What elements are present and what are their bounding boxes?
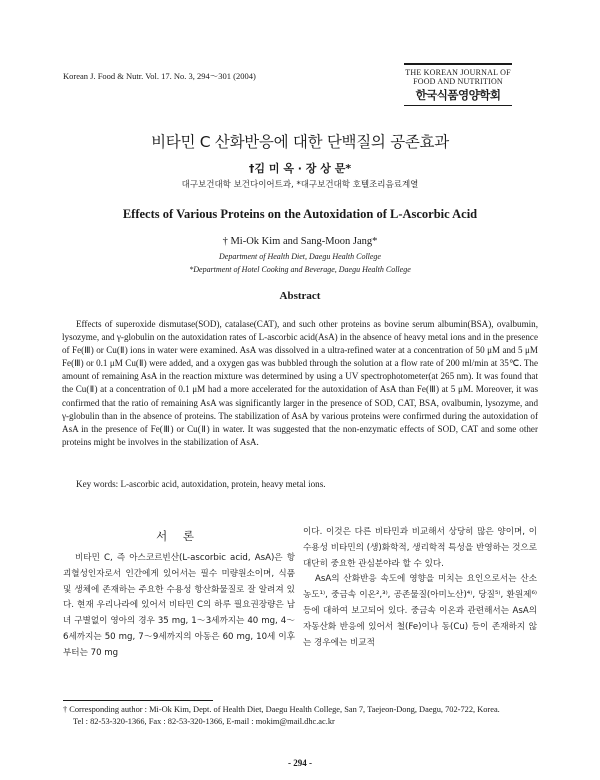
journal-name-line2: FOOD AND NUTRITION	[413, 77, 503, 86]
footnote	[63, 704, 539, 728]
right-paragraph-1: 이다. 이것은 다른 비타민과 비교해서 상당히 많은 양이며, 이 수용성 비타민의 (생)화학적, 생리학적 특성을 반영하는 것으로 대단히 중요한 관심분야라 할 수 있다.	[303, 527, 537, 569]
english-affiliation-1: Department of Health Diet, Daegu Health College	[219, 252, 381, 261]
abstract-text: Effects of superoxide dismutase(SOD), catalase(CAT), and such other proteins as bovine serum albumin(BSA), ovalbumin, lysozyme, and γ-globulin on the autoxidation rates of L-ascorbic acid(AsA) in the absence of heavy metal ions and in the presence of Fe(Ⅲ) or Cu(Ⅱ) ions in water were examined. AsA was dissolved in a ultra-refined water at a concentration of 50 μM and 5 μM Fe(Ⅲ) or 0.1 μM Cu(Ⅱ) were added, and a oxygen gas was bubbled through the solution at a flow rate of 200 ml/min at 35℃. The amount of remaining AsA in the reaction mixture was determined by using a UV spectrophotometer(at 265 nm). It was found that the Cu(Ⅱ) at a concentration of 0.1 μM had a more accelerated for the autoxidation of AsA than Fe(Ⅲ) at 5 μM. Moreover, it was confirmed that the ratio of remaining AsA was significantly larger in the presence of SOD, CAT, BSA, ovalbumin, lysozyme, and γ-globulin than in the absence of proteins. The stabilization of AsA by various proteins were confirmed during the autoxidation of AsA in the presence of Fe(Ⅲ) or Cu(Ⅱ) in water. It was suggested that the non-enzymatic effects of SOD, CAT and some other proteins might be involves in the stabilization of AsA.	[62, 319, 538, 447]
citation: Korean J. Food & Nutr. Vol. 17. No. 3, 294～301 (2004)	[63, 71, 256, 81]
footnote-corresponding-author: † Corresponding author : Mi-Ok Kim, Dept. of Health Diet, Daegu Health College, San 7, Taejeon-Dong, Daegu, 702-722, Korea.	[63, 705, 500, 714]
english-authors: † Mi-Ok Kim and Sang-Moon Jang*	[222, 236, 378, 247]
right-paragraph-2: AsA의 산화반응 속도에 영향을 미치는 요인으로서는 산소농도¹⁾, 중금속 이온²,³⁾, 공존물질(아미노산)⁴⁾, 당질⁵⁾, 환원제⁶⁾ 등에 대하여 보고되어 있다. 중금속 이온과 관련해서는 AsA의 자동산화 반응에 있어서 철(Fe)이나 동(Cu) 등이 존재하지 않는 경우에는 비교적	[303, 574, 537, 648]
section-heading-introduction: 서 론	[156, 529, 200, 543]
left-paragraph-1: 비타민 C, 즉 아스코르빈산(L-ascorbic acid, AsA)은 항괴혈성인자로서 인간에게 있어서는 필수 미량원소이며, 식품 및 생체에 존재하는 주요한 수용성 항산화물질로 잘 알려져 있다. 현재 우리나라에 있어서 비타민 C의 하루 필요권장량은 남녀 구별없이 영아의 경우 35 mg, 1～3세까지는 40 mg, 4～6세까지는 50 mg, 7～9세까지의 아동은 60 mg, 10세 이후부터는 70 mg	[63, 553, 295, 658]
korean-affiliation: 대구보건대학 보건다이어트과, *대구보건대학 호텔조리음료계열	[181, 180, 419, 190]
korean-authors: †김 미 옥 · 장 상 문*	[248, 162, 352, 175]
keywords: Key words: L-ascorbic acid, autoxidation, protein, heavy metal ions.	[76, 479, 326, 489]
page-number: - 294 -	[288, 758, 312, 768]
journal-name-line1: THE KOREAN JOURNAL OF	[405, 68, 511, 77]
korean-title: 비타민 C 산화반응에 대한 단백질의 공존효과	[151, 133, 449, 151]
journal-name-korean: 한국식품영양학회	[415, 88, 501, 102]
left-column	[63, 551, 295, 662]
abstract-heading: Abstract	[279, 290, 321, 302]
footnote-divider	[63, 700, 213, 701]
journal-logo	[404, 63, 512, 106]
footnote-contact: Tel : 82-53-320-1366, Fax : 82-53-320-1366, E-mail : mokim@mail.dhc.ac.kr	[73, 717, 335, 726]
right-column	[303, 525, 537, 651]
english-title: Effects of Various Proteins on the Autoxidation of L-Ascorbic Acid	[122, 207, 478, 221]
english-affiliation-2: *Department of Hotel Cooking and Beverage, Daegu Health College	[189, 265, 411, 274]
